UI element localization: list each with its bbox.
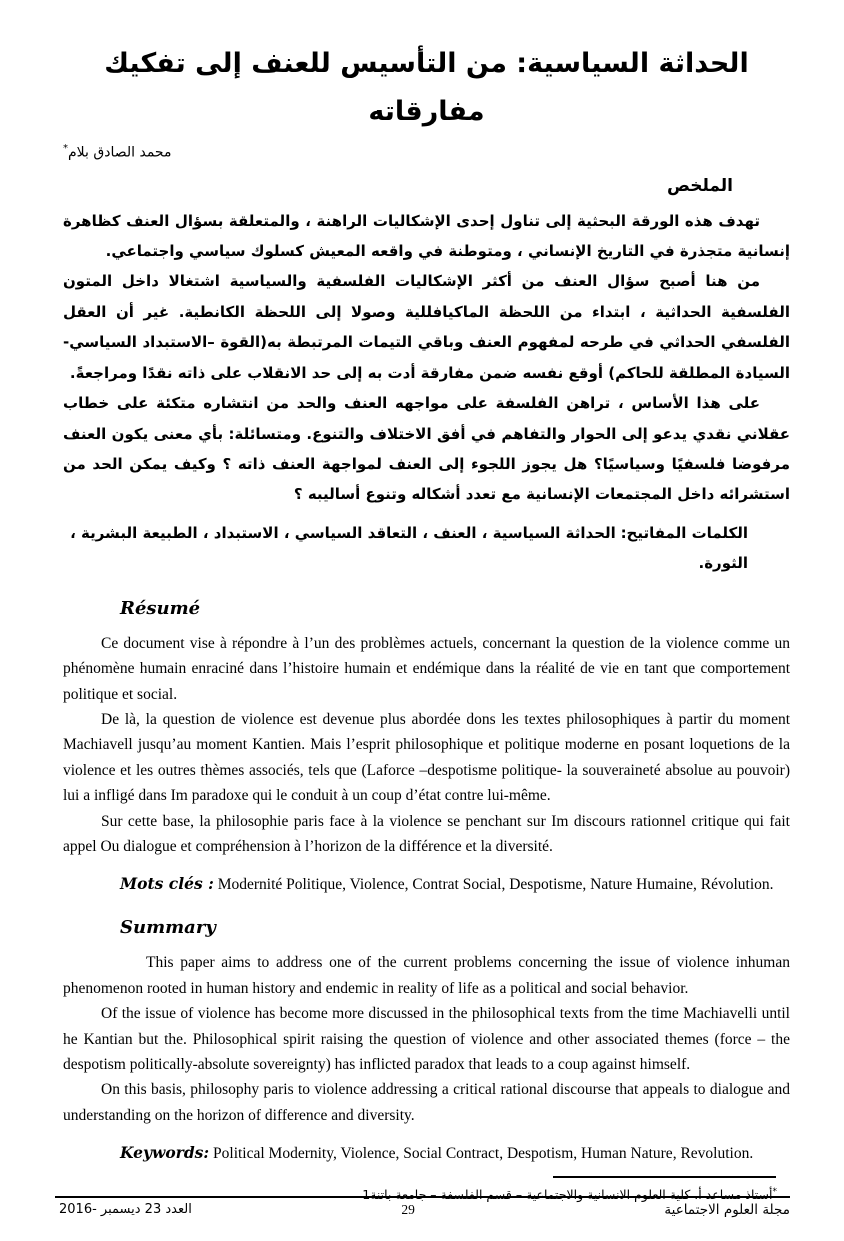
footnote-separator-line bbox=[553, 1176, 776, 1178]
author-line bbox=[63, 138, 790, 164]
abstract-arabic bbox=[63, 206, 790, 510]
summary-english bbox=[63, 950, 790, 1128]
author-name: محمد الصادق بلام bbox=[68, 144, 172, 161]
abstract-arabic-paragraph: من هنا أصبح سؤال العنف من أكثر الإشكاليات الفلسفية والسياسية اشتغالا داخل المتون الفلسفية الحداثية ، ابتداء من اللحظة الماكيافللية وصولا إلى اللحظة الكانطية. غير أن العقل الفلسفي الحداثي في طرحه لمفهوم العنف وباقي التيمات المرتبطة به(القوة –الاستبداد السياسي- السيادة المطلقة للحاكم) أوقع نفسه ضمن مفارقة أدت به إلى حد الانقلاب على ذاته نقدًا ومراجعةً. bbox=[63, 272, 790, 382]
paper-title: الحداثة السياسية: من التأسيس للعنف إلى تفكيك مفارقاته bbox=[104, 48, 749, 127]
keywords-text-arabic: الحداثة السياسية ، العنف ، التعاقد السياسي ، الاستبداد ، الطبيعة البشرية ، الثورة. bbox=[70, 523, 748, 572]
resume-paragraph: Sur cette base, la philosophie paris face à la violence se penchant sur Im discours rationnel critique qui fait appel Ou dialogue et compréhension à l’horizon de la différence et la diversité. bbox=[63, 812, 790, 855]
summary-paragraph: Of the issue of violence has become more discussed in the philosophical texts from the time Machiavelli until he Kantian but the. Philosophical spirit raising the question of violence and other associated themes (force – the despotism politically-absolute sovereignty) has inflicted paradox that leads to a coup against himself. bbox=[63, 1005, 790, 1073]
keywords-line-arabic bbox=[63, 518, 748, 578]
keywords-label-arabic: الكلمات المفاتيح: bbox=[620, 523, 748, 542]
keywords-label-english: Keywords: bbox=[120, 1143, 210, 1163]
summary-paragraph: This paper aims to address one of the current problems concerning the issue of violence inhuman phenomenon rooted in human history and endemic in reality of life as a political and social behavior. bbox=[63, 954, 790, 997]
abstract-arabic-paragraph: تهدف هذه الورقة البحثية إلى تناول إحدى الإشكاليات الراهنة ، والمتعلقة بسؤال العنف كظاهرة إنسانية متجذرة في التاريخ الإنساني ، ومتوطنة في واقعه المعيش كسلوك سياسي واجتماعي. bbox=[63, 211, 790, 261]
keywords-line-french bbox=[120, 871, 790, 897]
keywords-text-french: Modernité Politique, Violence, Contrat Social, Despotisme, Nature Humaine, Révolution. bbox=[217, 876, 774, 894]
author-footnote-mark: * bbox=[63, 143, 68, 154]
footer-page-number: 29 bbox=[401, 1202, 415, 1217]
summary-heading: Summary bbox=[120, 917, 216, 939]
resume-paragraph: De là, la question de violence est devenue plus abordée dons les textes philosophiques à partir du moment Machiavell jusqu’au moment Kantien. Mais l’esprit philosophique et politique moderne en posant loquetions de la violence et les outres thèmes associés, tels que (Laforce –despotisme politique- la souveraineté absolue au pouvoir) lui a infligé dans Im paradoxe qui le conduit à un coup d’état contre lui-même. bbox=[63, 710, 790, 805]
keywords-text-english: Political Modernity, Violence, Social Contract, Despotism, Human Nature, Revolution. bbox=[213, 1145, 754, 1163]
page-footer bbox=[55, 1196, 790, 1218]
footnote-body: أستاذ مساعد أ، كلية العلوم الانسانية والاجتماعية – قسم الفلسفة – جامعة باتنة1 bbox=[362, 1187, 773, 1203]
summary-paragraph: On this basis, philosophy paris to violence addressing a critical rational discourse that appeals to dialogue and understanding on the horizon of difference and diversity. bbox=[63, 1081, 790, 1124]
abstract-heading-arabic: الملخص bbox=[667, 175, 733, 196]
keywords-label-french: Mots clés : bbox=[120, 874, 214, 894]
footer-issue-date: العدد 23 ديسمبر -2016 bbox=[59, 1202, 192, 1217]
resume-paragraph: Ce document vise à répondre à l’un des problèmes actuels, concernant la question de la violence comme un phénomène humain enraciné dans l’histoire humain et endémique dans la réalité de vie en tant que comportement politique et social. bbox=[63, 634, 790, 703]
keywords-line-english bbox=[120, 1140, 790, 1166]
resume-heading: Résumé bbox=[120, 597, 201, 619]
resume-french bbox=[63, 631, 790, 860]
footnote-mark: * bbox=[772, 1187, 777, 1198]
footer-journal-name: مجلة العلوم الاجتماعية bbox=[664, 1202, 790, 1218]
abstract-arabic-paragraph: على هذا الأساس ، تراهن الفلسفة على مواجهه العنف والحد من انتشاره متكئة على خطاب عقلاني نقدي يدعو إلى الحوار والتفاهم في أفق الاختلاف والتنوع. ومتسائلة: بأي معنى يكون العنف مرفوضا فلسفيًا وسياسيًا؟ هل يجوز اللجوء إلى العنف لمواجهة العنف ذاته ؟ وكيف يمكن الحد من استشرائه داخل المجتمعات الإنسانية مع تعدد أشكاله وتنوع أساليبه ؟ bbox=[63, 394, 790, 504]
